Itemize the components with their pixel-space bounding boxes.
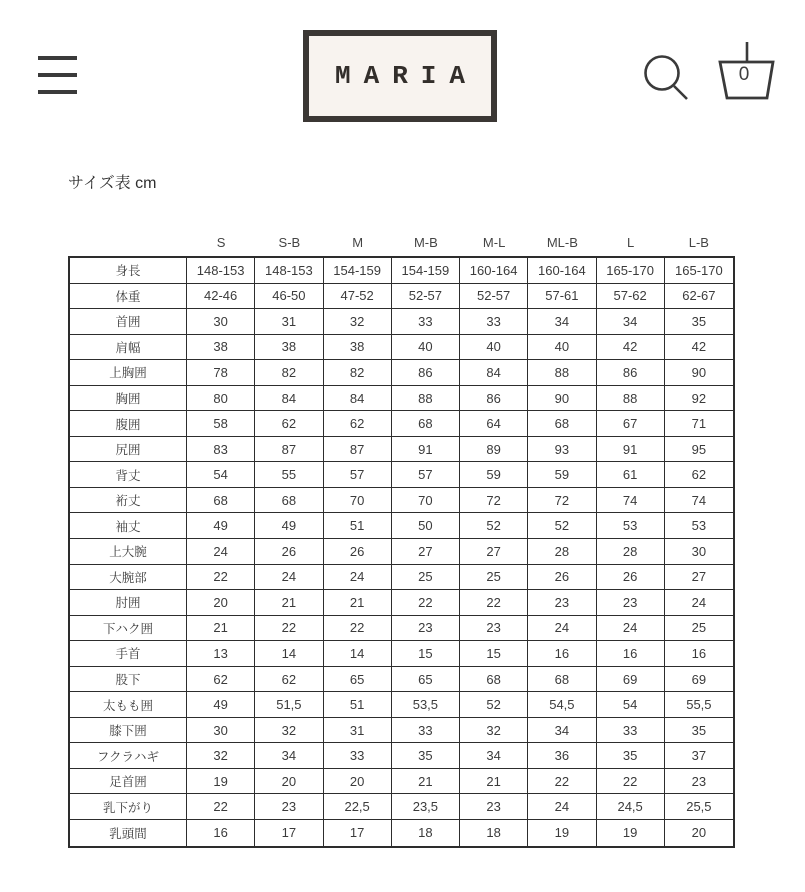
- table-cell: 26: [528, 565, 596, 591]
- table-cell: 20: [324, 769, 392, 795]
- row-label: 上胸囲: [70, 360, 187, 386]
- table-cell: 64: [460, 411, 528, 437]
- table-cell: 53: [665, 513, 733, 539]
- table-cell: 51: [324, 513, 392, 539]
- table-cell: 23: [528, 590, 596, 616]
- row-label: 裄丈: [70, 488, 187, 514]
- row-label: 背丈: [70, 462, 187, 488]
- table-cell: 38: [255, 335, 323, 361]
- table-cell: 26: [324, 539, 392, 565]
- table-cell: 46-50: [255, 284, 323, 310]
- table-cell: 27: [665, 565, 733, 591]
- table-cell: 68: [392, 411, 460, 437]
- table-cell: 42: [665, 335, 733, 361]
- row-label: 下ハク囲: [70, 616, 187, 642]
- row-label: フクラハギ: [70, 743, 187, 769]
- row-label: 股下: [70, 667, 187, 693]
- table-cell: 86: [392, 360, 460, 386]
- table-cell: 165-170: [597, 258, 665, 284]
- table-cell: 87: [255, 437, 323, 463]
- table-cell: 22: [255, 616, 323, 642]
- table-cell: 74: [665, 488, 733, 514]
- column-header: S-B: [278, 235, 301, 250]
- table-cell: 70: [324, 488, 392, 514]
- table-cell: 18: [392, 820, 460, 846]
- row-label: 手首: [70, 641, 187, 667]
- hamburger-icon: [38, 90, 77, 94]
- table-cell: 55: [255, 462, 323, 488]
- table-cell: 20: [187, 590, 255, 616]
- table-cell: 62-67: [665, 284, 733, 310]
- row-label: 体重: [70, 284, 187, 310]
- table-cell: 23: [392, 616, 460, 642]
- table-cell: 54,5: [528, 692, 596, 718]
- table-cell: 25: [665, 616, 733, 642]
- table-cell: 30: [187, 718, 255, 744]
- table-cell: 16: [665, 641, 733, 667]
- table-cell: 47-52: [324, 284, 392, 310]
- table-cell: 65: [324, 667, 392, 693]
- table-cell: 68: [255, 488, 323, 514]
- table-cell: 91: [597, 437, 665, 463]
- table-cell: 68: [528, 411, 596, 437]
- table-cell: 36: [528, 743, 596, 769]
- table-cell: 91: [392, 437, 460, 463]
- column-header: M: [352, 235, 364, 250]
- table-cell: 80: [187, 386, 255, 412]
- table-cell: 24: [187, 539, 255, 565]
- row-label: 首囲: [70, 309, 187, 335]
- table-cell: 40: [528, 335, 596, 361]
- table-cell: 86: [460, 386, 528, 412]
- table-cell: 22,5: [324, 794, 392, 820]
- row-label: 身長: [70, 258, 187, 284]
- column-header: ML-B: [546, 235, 578, 250]
- table-cell: 62: [255, 411, 323, 437]
- table-cell: 57: [324, 462, 392, 488]
- row-label: 腹囲: [70, 411, 187, 437]
- table-cell: 22: [392, 590, 460, 616]
- table-cell: 34: [597, 309, 665, 335]
- table-cell: 37: [665, 743, 733, 769]
- table-cell: 22: [187, 565, 255, 591]
- table-cell: 52-57: [460, 284, 528, 310]
- corner-spacer: [70, 235, 187, 256]
- table-cell: 88: [528, 360, 596, 386]
- table-cell: 33: [597, 718, 665, 744]
- size-table-column-headers: [68, 235, 735, 256]
- table-cell: 62: [324, 411, 392, 437]
- table-cell: 59: [460, 462, 528, 488]
- table-cell: 25,5: [665, 794, 733, 820]
- table-cell: 33: [392, 718, 460, 744]
- table-cell: 42: [597, 335, 665, 361]
- table-cell: 40: [460, 335, 528, 361]
- table-cell: 32: [255, 718, 323, 744]
- table-cell: 14: [255, 641, 323, 667]
- table-cell: 15: [460, 641, 528, 667]
- column-header: L-B: [688, 235, 709, 250]
- cart-count-badge: 0: [738, 64, 750, 85]
- table-cell: 21: [392, 769, 460, 795]
- table-cell: 93: [528, 437, 596, 463]
- table-cell: 154-159: [324, 258, 392, 284]
- table-cell: 23: [460, 616, 528, 642]
- table-cell: 160-164: [528, 258, 596, 284]
- table-cell: 35: [665, 309, 733, 335]
- table-cell: 42-46: [187, 284, 255, 310]
- table-cell: 84: [255, 386, 323, 412]
- table-cell: 34: [528, 718, 596, 744]
- table-cell: 62: [255, 667, 323, 693]
- search-button[interactable]: [640, 51, 692, 103]
- table-cell: 89: [460, 437, 528, 463]
- table-cell: 52: [528, 513, 596, 539]
- table-cell: 92: [665, 386, 733, 412]
- table-cell: 88: [392, 386, 460, 412]
- table-cell: 24: [255, 565, 323, 591]
- row-label: 大腕部: [70, 565, 187, 591]
- table-cell: 35: [665, 718, 733, 744]
- table-cell: 24,5: [597, 794, 665, 820]
- table-cell: 68: [460, 667, 528, 693]
- table-cell: 160-164: [460, 258, 528, 284]
- table-cell: 19: [187, 769, 255, 795]
- table-cell: 148-153: [187, 258, 255, 284]
- column-header: M-L: [482, 235, 506, 250]
- table-cell: 32: [324, 309, 392, 335]
- table-cell: 17: [255, 820, 323, 846]
- size-table: [68, 256, 735, 848]
- table-cell: 17: [324, 820, 392, 846]
- table-cell: 62: [187, 667, 255, 693]
- brand-logo-text: MARIA: [334, 61, 478, 91]
- row-label: 足首囲: [70, 769, 187, 795]
- table-cell: 27: [392, 539, 460, 565]
- table-cell: 49: [187, 513, 255, 539]
- table-cell: 68: [528, 667, 596, 693]
- table-cell: 13: [187, 641, 255, 667]
- table-cell: 30: [665, 539, 733, 565]
- table-cell: 70: [392, 488, 460, 514]
- row-label: 乳下がり: [70, 794, 187, 820]
- table-cell: 23: [460, 794, 528, 820]
- row-label: 上大腕: [70, 539, 187, 565]
- table-cell: 54: [187, 462, 255, 488]
- table-cell: 33: [324, 743, 392, 769]
- hamburger-icon: [38, 56, 77, 60]
- table-cell: 52-57: [392, 284, 460, 310]
- menu-button[interactable]: [38, 56, 77, 94]
- table-cell: 55,5: [665, 692, 733, 718]
- table-cell: 54: [597, 692, 665, 718]
- table-cell: 35: [392, 743, 460, 769]
- table-cell: 57: [392, 462, 460, 488]
- table-cell: 34: [460, 743, 528, 769]
- table-cell: 71: [665, 411, 733, 437]
- table-cell: 69: [665, 667, 733, 693]
- column-header: S: [216, 235, 226, 250]
- table-cell: 24: [324, 565, 392, 591]
- table-cell: 74: [597, 488, 665, 514]
- table-cell: 154-159: [392, 258, 460, 284]
- row-label: 乳頭間: [70, 820, 187, 846]
- table-cell: 23,5: [392, 794, 460, 820]
- table-cell: 67: [597, 411, 665, 437]
- hamburger-icon: [38, 73, 77, 77]
- table-cell: 23: [665, 769, 733, 795]
- table-cell: 50: [392, 513, 460, 539]
- table-cell: 28: [528, 539, 596, 565]
- table-cell: 95: [665, 437, 733, 463]
- table-cell: 52: [460, 513, 528, 539]
- main-content: [68, 170, 735, 848]
- table-cell: 26: [597, 565, 665, 591]
- table-cell: 84: [460, 360, 528, 386]
- table-cell: 72: [528, 488, 596, 514]
- table-cell: 21: [187, 616, 255, 642]
- table-cell: 26: [255, 539, 323, 565]
- table-cell: 51,5: [255, 692, 323, 718]
- table-cell: 57-61: [528, 284, 596, 310]
- table-cell: 90: [665, 360, 733, 386]
- table-cell: 58: [187, 411, 255, 437]
- row-label: 肘囲: [70, 590, 187, 616]
- table-cell: 14: [324, 641, 392, 667]
- table-cell: 25: [460, 565, 528, 591]
- table-cell: 16: [528, 641, 596, 667]
- table-cell: 65: [392, 667, 460, 693]
- table-cell: 87: [324, 437, 392, 463]
- table-cell: 33: [460, 309, 528, 335]
- table-cell: 68: [187, 488, 255, 514]
- table-cell: 24: [528, 616, 596, 642]
- table-cell: 30: [187, 309, 255, 335]
- table-cell: 53,5: [392, 692, 460, 718]
- table-cell: 19: [597, 820, 665, 846]
- table-cell: 62: [665, 462, 733, 488]
- column-header: L: [627, 235, 635, 250]
- table-cell: 38: [324, 335, 392, 361]
- table-cell: 86: [597, 360, 665, 386]
- table-cell: 34: [528, 309, 596, 335]
- brand-logo[interactable]: [303, 30, 497, 122]
- table-cell: 61: [597, 462, 665, 488]
- table-cell: 20: [255, 769, 323, 795]
- table-cell: 148-153: [255, 258, 323, 284]
- table-cell: 49: [255, 513, 323, 539]
- table-cell: 35: [597, 743, 665, 769]
- row-label: 太もも囲: [70, 692, 187, 718]
- table-cell: 31: [255, 309, 323, 335]
- table-cell: 82: [324, 360, 392, 386]
- table-cell: 21: [324, 590, 392, 616]
- row-label: 尻囲: [70, 437, 187, 463]
- table-cell: 20: [691, 825, 707, 841]
- row-label: 肩幅: [70, 335, 187, 361]
- page-title: サイズ表 cm: [68, 175, 157, 192]
- table-cell: 82: [255, 360, 323, 386]
- table-cell: 57-62: [597, 284, 665, 310]
- table-cell: 24: [528, 794, 596, 820]
- table-cell: 18: [460, 820, 528, 846]
- table-cell: 23: [255, 794, 323, 820]
- row-label: 膝下囲: [70, 718, 187, 744]
- search-icon: [640, 51, 692, 103]
- table-cell: 22: [460, 590, 528, 616]
- table-cell: 90: [528, 386, 596, 412]
- table-cell: 22: [324, 616, 392, 642]
- table-cell: 31: [324, 718, 392, 744]
- table-cell: 84: [324, 386, 392, 412]
- table-cell: 40: [392, 335, 460, 361]
- table-cell: 22: [187, 794, 255, 820]
- table-cell: 52: [460, 692, 528, 718]
- row-label: 袖丈: [70, 513, 187, 539]
- table-cell: 78: [187, 360, 255, 386]
- table-cell: 25: [392, 565, 460, 591]
- table-cell: 16: [187, 820, 255, 846]
- table-cell: 53: [597, 513, 665, 539]
- row-label: 胸囲: [70, 386, 187, 412]
- table-cell: 21: [460, 769, 528, 795]
- table-cell: 15: [392, 641, 460, 667]
- table-cell: 83: [187, 437, 255, 463]
- table-cell: 24: [665, 590, 733, 616]
- table-cell: 23: [597, 590, 665, 616]
- table-cell: 32: [460, 718, 528, 744]
- column-header: M-B: [413, 235, 438, 250]
- table-cell: 72: [460, 488, 528, 514]
- table-cell: 88: [597, 386, 665, 412]
- table-cell: 28: [597, 539, 665, 565]
- table-cell: 33: [392, 309, 460, 335]
- table-cell: 24: [597, 616, 665, 642]
- table-cell: 59: [528, 462, 596, 488]
- table-cell: 69: [597, 667, 665, 693]
- table-cell: 49: [187, 692, 255, 718]
- table-cell: 38: [187, 335, 255, 361]
- cart-button[interactable]: [711, 38, 777, 108]
- table-cell: 51: [324, 692, 392, 718]
- site-header: [0, 0, 805, 150]
- table-cell: 19: [528, 820, 596, 846]
- table-cell: 32: [187, 743, 255, 769]
- table-cell: 16: [597, 641, 665, 667]
- table-cell: 165-170: [665, 258, 733, 284]
- table-cell: 34: [255, 743, 323, 769]
- table-cell: 22: [597, 769, 665, 795]
- table-cell: 27: [460, 539, 528, 565]
- table-cell: 21: [255, 590, 323, 616]
- table-cell: 22: [528, 769, 596, 795]
